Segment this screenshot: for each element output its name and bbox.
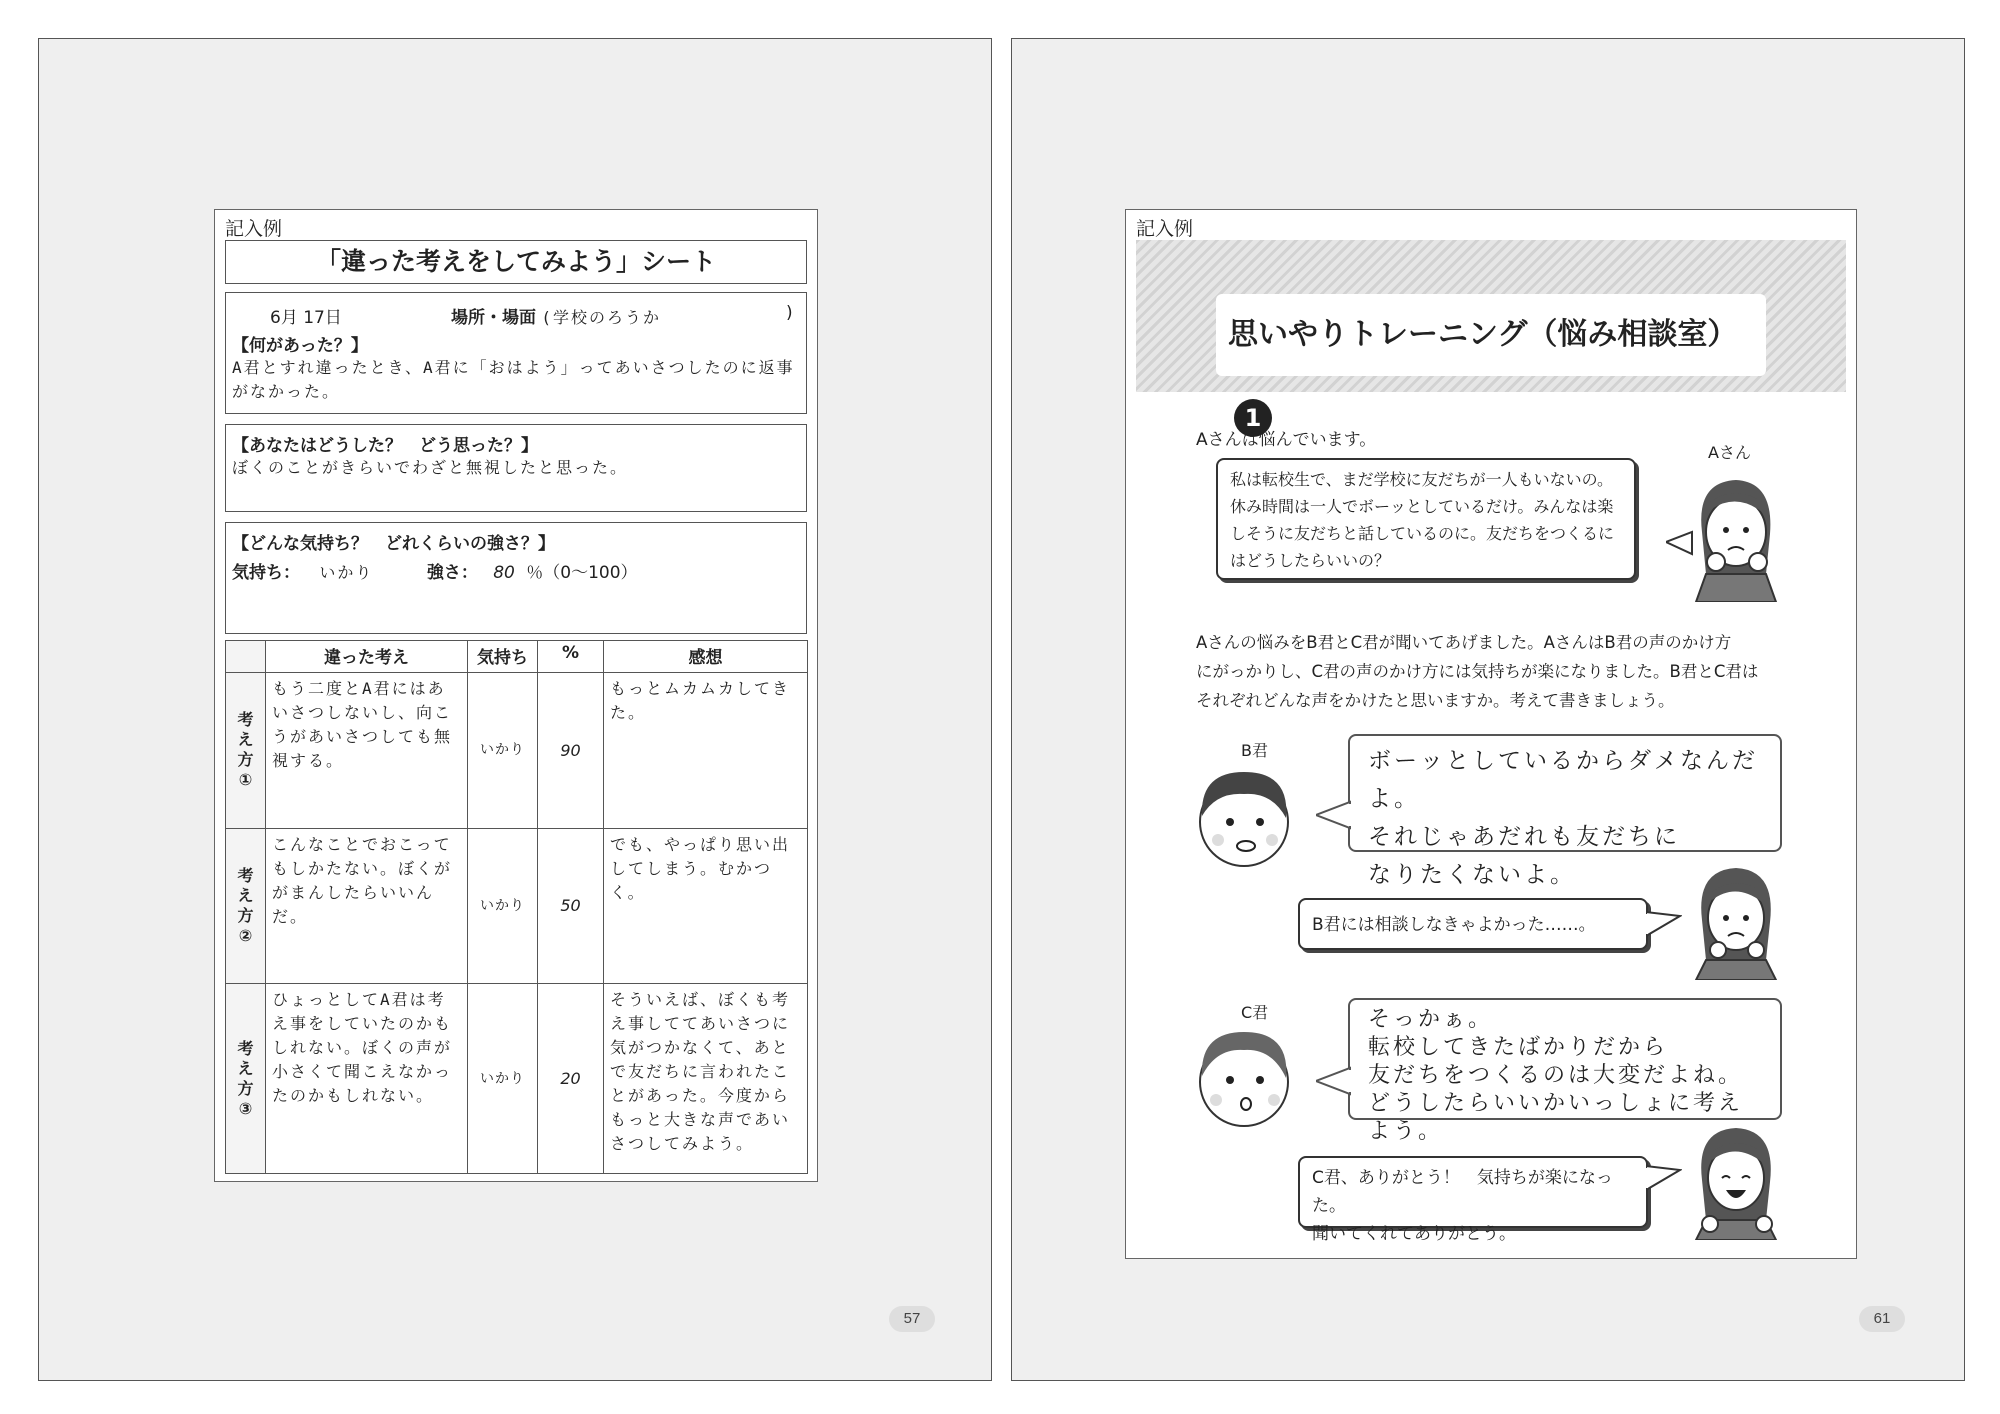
row-label: 考 え 方 ① xyxy=(226,673,266,829)
a-reply-b-tail xyxy=(1646,910,1682,940)
percent-cell: 50 xyxy=(538,828,604,984)
worksheet xyxy=(214,209,818,1182)
table-row xyxy=(226,673,808,829)
place-label: 場所・場面 xyxy=(451,308,536,328)
a-line: しそうに友だちと話しているのに。友だちをつくるに xyxy=(1230,524,1615,543)
percent-cell: 90 xyxy=(538,673,604,829)
c-line: そっかぁ。 xyxy=(1368,1007,1494,1032)
a-reply-c-tail xyxy=(1646,1164,1682,1194)
date: 6月 17日 xyxy=(270,308,342,328)
header-percent: % xyxy=(538,641,604,673)
a-san-worried-illustration xyxy=(1666,462,1796,602)
q1-answer: A君とすれ違ったとき、A君に「おはよう」ってあいさつしたのに返事がなかった。 xyxy=(232,358,795,401)
instruction-line: にがっかりし、C君の声のかけ方には気持ちが楽になりました。B君とC君は xyxy=(1196,662,1759,681)
b-line: なりたくないよ。 xyxy=(1368,862,1576,888)
title-box xyxy=(1216,294,1766,432)
a-san-happy-illustration xyxy=(1682,1120,1792,1240)
b-bubble-tail xyxy=(1316,800,1352,830)
impression-cell: もっとムカムカしてきた。 xyxy=(604,673,808,829)
page-number: 57 xyxy=(889,1306,935,1332)
c-line: どうしたらいいかいっしょに考えよう。 xyxy=(1368,1091,1744,1144)
table-row xyxy=(226,984,808,1174)
a-line: 私は転校生で、まだ学校に友だちが一人もいないの。 xyxy=(1230,470,1614,489)
c-speech-bubble xyxy=(1348,998,1782,1144)
example-frame xyxy=(1125,209,1857,1259)
a-reply-c-line: 聞いてくれてありがとう。 xyxy=(1312,1224,1516,1244)
feeling-cell: いかり xyxy=(468,984,538,1174)
instruction-line: Aさんの悩みをB君とC君が聞いてあげました。AさんはB君の声のかけ方 xyxy=(1196,633,1732,652)
right-page xyxy=(1011,38,1965,1381)
feeling-cell: いかり xyxy=(468,673,538,829)
c-kun-illustration xyxy=(1186,1018,1306,1138)
feeling-label: 気持ち： xyxy=(232,563,300,583)
c-line: 友だちをつくるのは大変だよね。 xyxy=(1368,1063,1744,1088)
strength-unit: ％（0〜100） xyxy=(526,563,638,583)
a-line: はどうしたらいいの？ xyxy=(1230,551,1391,570)
place-close: ) xyxy=(786,303,793,323)
row-label: 考 え 方 ② xyxy=(226,828,266,984)
b-speech-bubble xyxy=(1348,734,1782,888)
header-impression: 感想 xyxy=(604,641,808,673)
a-reply-c-bubble xyxy=(1298,1156,1648,1244)
strength-label: 強さ： xyxy=(426,563,478,583)
a-reply-c-line: C君、ありがとう！ 気持ちが楽になった。 xyxy=(1312,1168,1613,1216)
place-value: (学校のろうか xyxy=(541,308,662,327)
table-row xyxy=(226,828,808,984)
example-label: 記入例 xyxy=(225,218,283,240)
thought-cell: ひょっとしてA君は考え事をしていたのかもしれない。ぼくの声が小さくて聞こえなかったのかもしれない。 xyxy=(266,984,468,1174)
b-kun-illustration xyxy=(1186,758,1306,878)
strength-value: 80 xyxy=(493,563,515,583)
b-line: ボーッとしているからダメなんだよ。 xyxy=(1368,748,1758,812)
q3-heading: 【どんな気持ち？ どれくらいの強さ？】 xyxy=(232,534,555,554)
impression-cell: そういえば、ぼくも考え事しててあいさつに気がつかなくて、あとで友だちに言われたことがあった。今度からもっと大きな声であいさつしてみよう。 xyxy=(604,984,808,1174)
a-line: 休み時間は一人でボーッとしているだけ。みんなは楽 xyxy=(1230,497,1614,516)
a-san-sad-illustration xyxy=(1682,860,1792,980)
percent-cell: 20 xyxy=(538,984,604,1174)
a-reply-b-bubble xyxy=(1298,898,1648,950)
corner-cell xyxy=(226,641,266,673)
a-reply-b-text: B君には相談しなきゃよかった……。 xyxy=(1312,915,1596,935)
feeling-cell: いかり xyxy=(468,828,538,984)
c-bubble-tail xyxy=(1316,1066,1352,1096)
title-banner xyxy=(1136,240,1846,432)
impression-cell: でも、やっぱり思い出してしまう。むかつく。 xyxy=(604,828,808,984)
left-page xyxy=(38,38,992,1381)
a-worry-bubble xyxy=(1216,458,1636,580)
thought-table xyxy=(225,640,808,1174)
q2-answer: ぼくのことがきらいでわざと無視したと思った。 xyxy=(232,458,629,477)
date-event-box xyxy=(225,292,807,414)
q2-heading: 【あなたはどうした？ どう思った？】 xyxy=(232,436,538,456)
page-title: 思いやりトレーニング（悩み相談室） xyxy=(1228,317,1738,352)
thought-cell: こんなことでおこってもしかたない。ぼくががまんしたらいいんだ。 xyxy=(266,828,468,984)
instruction-line: それぞれどんな声をかけたと思いますか。考えて書きましょう。 xyxy=(1196,691,1675,710)
c-line: 転校してきたばかりだから xyxy=(1368,1035,1669,1060)
title-number-badge: 1 xyxy=(1234,399,1272,437)
header-thought: 違った考え xyxy=(266,641,468,673)
instruction-text xyxy=(1196,628,1758,715)
intro-text: Aさんは悩んでいます。 xyxy=(1196,430,1377,450)
reaction-box xyxy=(225,424,807,512)
feeling-box xyxy=(225,522,807,634)
header-feeling: 気持ち xyxy=(468,641,538,673)
c-label: C君 xyxy=(1241,1003,1269,1022)
thought-cell: もう二度とA君にはあいさつしないし、向こうがあいさつしても無視する。 xyxy=(266,673,468,829)
b-line: それじゃあだれも友だちに xyxy=(1368,824,1680,850)
feeling-value: いかり xyxy=(319,563,374,582)
example-label: 記入例 xyxy=(1136,218,1194,240)
b-label: B君 xyxy=(1241,741,1268,760)
a-label: Aさん xyxy=(1708,443,1751,462)
page-number: 61 xyxy=(1859,1306,1905,1332)
sheet-title: 「違った考えをしてみよう」シート xyxy=(225,240,807,284)
row-label: 考 え 方 ③ xyxy=(226,984,266,1174)
q1-heading: 【何があった？】 xyxy=(232,336,368,356)
